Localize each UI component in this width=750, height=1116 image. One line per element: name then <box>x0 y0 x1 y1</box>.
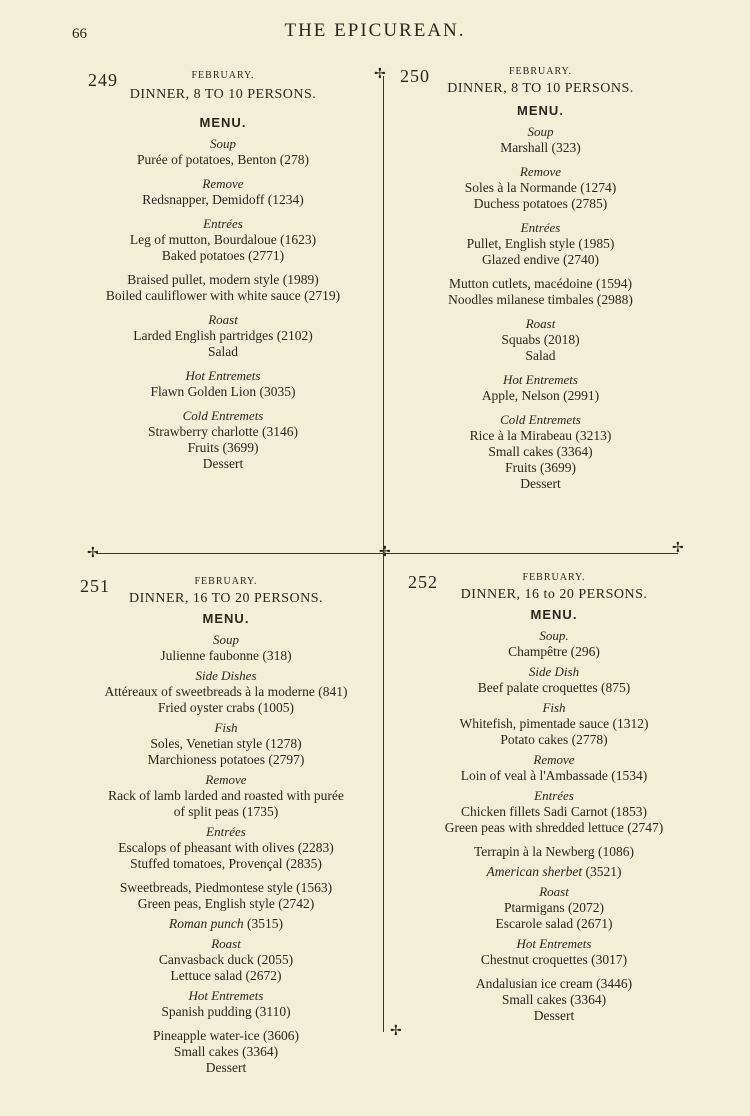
dish-line: Rice à la Mirabeau (3213) <box>469 428 612 443</box>
course-heading: Roast <box>539 884 569 899</box>
menu-250 <box>400 66 673 492</box>
course-heading: Entrées <box>206 824 246 839</box>
dish-line: Noodles milanese timbales (2988) <box>448 292 633 307</box>
dish-line: Redsnapper, Demidoff (1234) <box>142 192 304 207</box>
dish-line <box>80 916 372 932</box>
dish-line: Dessert <box>202 456 244 471</box>
dish-line: Stuffed tomatoes, Provençal (2835) <box>130 856 322 871</box>
menu-heading: DINNER, 8 TO 10 PERSONS. <box>129 87 317 102</box>
dish-line: Potato cakes (2778) <box>500 732 608 747</box>
line-spacer <box>408 268 673 276</box>
menu-249 <box>88 70 358 472</box>
course-heading: Remove <box>202 176 244 191</box>
dish-line: Leg of mutton, Bourdaloue (1623) <box>129 232 317 247</box>
menu-number: 250 <box>400 66 430 86</box>
dish-name-italic: American sherbet <box>486 864 583 879</box>
dish-line: Sweetbreads, Piedmontese style (1563) <box>119 880 333 895</box>
dish-line: of split peas (1735) <box>173 804 279 819</box>
dish-line: Marchioness potatoes (2797) <box>147 752 305 767</box>
dish-line: Chicken fillets Sadi Carnot (1853) <box>461 804 647 819</box>
dish-line: Fruits (3699) <box>187 440 259 455</box>
line-spacer <box>408 364 673 372</box>
course-heading: Side Dishes <box>195 668 257 683</box>
menu-month: FEBRUARY. <box>522 572 586 583</box>
dish-line: Whitefish, pimentade sauce (1312) <box>459 716 649 731</box>
dish-line: Canvasback duck (2055) <box>158 952 294 967</box>
dish-line: Julienne faubonne (318) <box>160 648 292 663</box>
dish-line: Glazed endive (2740) <box>482 252 599 267</box>
course-heading: Soup <box>527 124 554 139</box>
line-spacer <box>88 264 358 272</box>
dish-line: Escalops of pheasant with olives (2283) <box>118 840 334 855</box>
page-number: 66 <box>72 26 87 42</box>
dish-line: Boiled cauliflower with white sauce (2719) <box>105 288 341 303</box>
line-spacer <box>80 872 372 880</box>
line-spacer <box>88 400 358 408</box>
course-heading: Side Dish <box>528 664 580 679</box>
dish-line: Chestnut croquettes (3017) <box>480 952 628 967</box>
course-heading: Remove <box>205 772 247 787</box>
dish-line: Pineapple water-ice (3606) <box>153 1028 299 1043</box>
dish-line: Lettuce salad (2672) <box>170 968 282 983</box>
dish-line: Green peas, English style (2742) <box>137 896 315 911</box>
dish-line: Salad <box>208 344 238 359</box>
dish-line: Purée of potatoes, Benton (278) <box>136 152 310 167</box>
line-spacer <box>88 168 358 176</box>
dish-line: Small cakes (3364) <box>501 992 607 1007</box>
course-heading: Roast <box>208 312 238 327</box>
dish-line: Squabs (2018) <box>501 332 580 347</box>
dish-line: Terrapin à la Newberg (1086) <box>474 844 634 859</box>
course-heading: Entrées <box>520 220 561 235</box>
menu-title: MENU. <box>530 607 578 622</box>
course-heading: Fish <box>542 700 566 715</box>
menu-month: FEBRUARY. <box>191 70 255 81</box>
course-heading: Entrées <box>203 216 243 231</box>
line-spacer <box>88 208 358 216</box>
dish-line: Small cakes (3364) <box>173 1044 279 1059</box>
course-heading: Entrées <box>534 788 574 803</box>
course-heading: Remove <box>533 752 575 767</box>
course-heading: Hot Entremets <box>503 372 578 387</box>
dish-line: Apple, Nelson (2991) <box>481 388 600 403</box>
dish-line: Attéreaux of sweetbreads à la moderne (841) <box>104 684 348 699</box>
dish-line: Loin of veal à l'Ambassade (1534) <box>460 768 648 783</box>
dish-line: Rack of lamb larded and roasted with purée <box>108 788 344 803</box>
dish-line: Dessert <box>533 1008 575 1023</box>
course-heading: Roast <box>211 936 241 951</box>
dish-line: Soles, Venetian style (1278) <box>150 736 302 751</box>
dish-line: Champêtre (296) <box>508 644 600 659</box>
dish-line: Pullet, English style (1985) <box>466 236 615 251</box>
dish-line: Spanish pudding (3110) <box>161 1004 291 1019</box>
dish-line <box>428 864 680 880</box>
dish-line: Salad <box>525 348 556 363</box>
course-heading: Cold Entremets <box>500 412 581 427</box>
dish-line: Strawberry charlotte (3146) <box>148 424 298 439</box>
dish-line: Dessert <box>520 476 561 491</box>
dish-reference: (3521) <box>582 864 622 879</box>
line-spacer <box>80 1020 372 1028</box>
ornament-left: ✢ <box>87 546 99 561</box>
line-spacer <box>408 212 673 220</box>
menu-252 <box>408 572 680 1024</box>
menu-heading: DINNER, 8 TO 10 PERSONS. <box>447 81 634 96</box>
ornament-bottom: ✢ <box>390 1024 402 1039</box>
dish-line: Fried oyster crabs (1005) <box>157 700 295 715</box>
dish-line: Baked potatoes (2771) <box>161 248 285 263</box>
course-heading: Soup <box>210 136 236 151</box>
dish-line: Green peas with shredded lettuce (2747) <box>444 820 664 835</box>
dish-line: Marshall (323) <box>500 140 581 155</box>
dish-line: Braised pullet, modern style (1989) <box>127 272 319 287</box>
line-spacer <box>428 968 680 976</box>
line-spacer <box>88 360 358 368</box>
line-spacer <box>88 304 358 312</box>
menu-title: MENU. <box>517 103 564 118</box>
dish-reference: (3515) <box>243 916 283 931</box>
dish-line: Larded English partridges (2102) <box>133 328 313 343</box>
line-spacer <box>428 836 680 844</box>
menu-title: MENU. <box>199 115 247 130</box>
line-spacer <box>408 404 673 412</box>
course-heading: Hot Entremets <box>185 368 261 383</box>
line-spacer <box>408 156 673 164</box>
course-heading: Roast <box>525 316 556 331</box>
course-heading: Cold Entremets <box>182 408 264 423</box>
dish-line: Flawn Golden Lion (3035) <box>150 384 296 399</box>
menu-title: MENU. <box>202 611 250 626</box>
dish-name-italic: Roman punch <box>169 916 244 931</box>
dish-line: Dessert <box>205 1060 247 1075</box>
course-heading: Fish <box>214 720 238 735</box>
course-heading: Remove <box>519 164 562 179</box>
menu-month: FEBRUARY. <box>194 576 258 587</box>
dish-line: Duchess potatoes (2785) <box>473 196 608 211</box>
dish-line: Small cakes (3364) <box>488 444 593 459</box>
dish-line: Andalusian ice cream (3446) <box>475 976 633 991</box>
course-heading: Hot Entremets <box>516 936 592 951</box>
menu-number: 252 <box>408 572 438 592</box>
line-spacer <box>408 308 673 316</box>
dish-line: Ptarmigans (2072) <box>503 900 605 915</box>
dish-line: Escarole salad (2671) <box>495 916 613 931</box>
ornament-top: ✢ <box>374 67 386 82</box>
dish-line: Soles à la Normande (1274) <box>464 180 617 195</box>
ornament-center: ✢ <box>379 545 391 560</box>
dish-line: Mutton cutlets, macédoine (1594) <box>449 276 632 291</box>
menu-heading: DINNER, 16 to 20 PERSONS. <box>460 587 648 602</box>
course-heading: Soup. <box>539 628 569 643</box>
menu-heading: DINNER, 16 TO 20 PERSONS. <box>128 591 323 606</box>
ornament-right: ✢ <box>672 541 684 556</box>
dish-line: Fruits (3699) <box>505 460 576 475</box>
course-heading: Soup <box>213 632 239 647</box>
dish-line: Beef palate croquettes (875) <box>477 680 631 695</box>
menu-number: 249 <box>88 70 118 90</box>
menu-251 <box>80 576 372 1076</box>
menu-month: FEBRUARY. <box>508 66 572 77</box>
running-title: THE EPICUREAN. <box>284 20 466 41</box>
course-heading: Hot Entremets <box>188 988 264 1003</box>
menu-number: 251 <box>80 576 110 596</box>
